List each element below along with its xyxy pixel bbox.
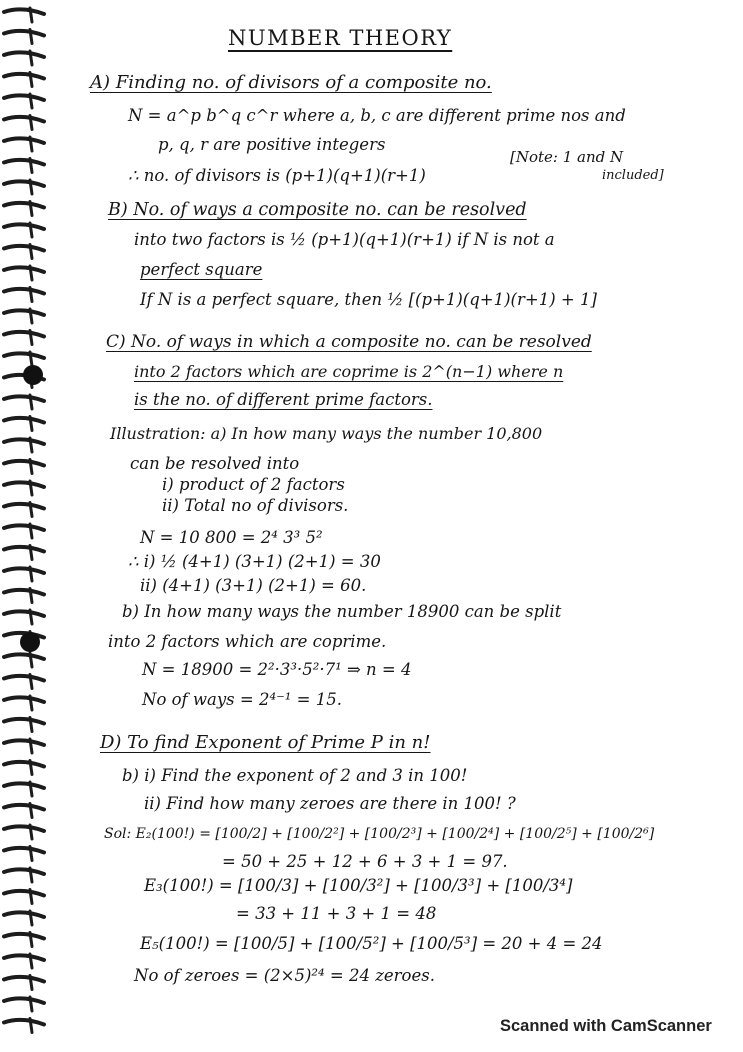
spiral-coil-tick [30, 546, 32, 560]
spiral-coil [4, 396, 44, 401]
note-line: ii) Total no of divisors. [162, 496, 349, 515]
solution-line: Sol: E₂(100!) = [100/2] + [100/2²] + [100/2³] + [100/2⁴] + [100/2⁵] + [100/2⁶] [104, 826, 655, 842]
spiral-coil-tick [30, 116, 32, 130]
spiral-coil-tick [30, 890, 32, 904]
spiral-coil-tick [30, 653, 32, 667]
note-line: i) product of 2 factors [162, 475, 345, 494]
spiral-coil-tick [30, 847, 32, 861]
note-line: is the no. of different prime factors. [134, 390, 433, 409]
spiral-coil-tick [30, 911, 32, 925]
spiral-coil [4, 891, 44, 896]
spiral-coil [4, 289, 44, 294]
spiral-coil-tick [30, 503, 32, 517]
spiral-coil [4, 568, 44, 573]
solution-line: = 50 + 25 + 12 + 6 + 3 + 1 = 97. [222, 852, 508, 871]
spiral-coil [4, 439, 44, 444]
section-c-heading: C) No. of ways in which a composite no. can be resolved [106, 332, 592, 352]
spiral-coil [4, 267, 44, 272]
spiral-coil-tick [30, 1019, 32, 1033]
spiral-coil [4, 160, 44, 165]
spiral-coil [4, 332, 44, 337]
spiral-coil [4, 848, 44, 853]
spiral-coil [4, 955, 44, 960]
page-title: NUMBER THEORY [228, 26, 453, 50]
binder-hole [20, 632, 40, 652]
spiral-coil-tick [30, 589, 32, 603]
spiral-coil [4, 461, 44, 466]
spiral-coil-tick [30, 395, 32, 409]
spiral-coil-tick [30, 180, 32, 194]
spiral-coil [4, 590, 44, 595]
solution-line: No of zeroes = (2×5)²⁴ = 24 zeroes. [134, 966, 435, 985]
spiral-coil-tick [30, 761, 32, 775]
illustration-heading: Illustration: a) In how many ways the number 10,800 [110, 424, 543, 443]
spiral-coil [4, 74, 44, 79]
spiral-coil-tick [30, 309, 32, 323]
spiral-coil-tick [30, 266, 32, 280]
spiral-coil-tick [30, 460, 32, 474]
note-line: ∴ no. of divisors is (p+1)(q+1)(r+1) [128, 166, 426, 185]
spiral-coil [4, 31, 44, 36]
spiral-coil [4, 138, 44, 143]
spiral-coil [4, 697, 44, 702]
spiral-coil-tick [30, 223, 32, 237]
note-line: can be resolved into [130, 454, 300, 473]
section-d-heading: D) To find Exponent of Prime P in n! [100, 732, 431, 753]
note-line: ii) Find how many zeroes are there in 100! ? [144, 794, 516, 813]
note-line: p, q, r are positive integers [158, 135, 386, 154]
spiral-coil-tick [30, 675, 32, 689]
spiral-coil-tick [30, 159, 32, 173]
note-line: b) i) Find the exponent of 2 and 3 in 100! [122, 766, 468, 785]
spiral-coil [4, 52, 44, 57]
spiral-coil [4, 224, 44, 229]
spiral-coil [4, 1020, 44, 1025]
spiral-coil [4, 310, 44, 315]
spiral-coil [4, 9, 44, 14]
spiral-coil [4, 719, 44, 724]
spiral-coil-tick [30, 438, 32, 452]
spiral-coil-tick [30, 567, 32, 581]
spiral-coil-tick [30, 696, 32, 710]
spiral-coil [4, 869, 44, 874]
spiral-coil-tick [30, 417, 32, 431]
spiral-coil-tick [30, 51, 32, 65]
spiral-coil-tick [30, 825, 32, 839]
spiral-coil [4, 762, 44, 767]
spiral-coil-tick [30, 782, 32, 796]
spiral-coil-tick [30, 30, 32, 44]
spiral-coil [4, 654, 44, 659]
spiral-coil-tick [30, 954, 32, 968]
note-line: into 2 factors which are coprime is 2^(n−1) where n [134, 362, 564, 381]
spiral-coil [4, 805, 44, 810]
spiral-coil-tick [30, 245, 32, 259]
spiral-coil [4, 934, 44, 939]
spiral-coil-tick [30, 8, 32, 22]
spiral-coil [4, 783, 44, 788]
note-bracket: included] [602, 168, 664, 183]
spiral-coil-tick [30, 331, 32, 345]
spiral-coil [4, 353, 44, 358]
spiral-binding [0, 0, 60, 1052]
spiral-coil [4, 181, 44, 186]
solution-line: E₅(100!) = [100/5] + [100/5²] + [100/5³] = 20 + 4 = 24 [140, 934, 603, 953]
solution-line: = 33 + 11 + 3 + 1 = 48 [236, 904, 437, 923]
spiral-coil-tick [30, 868, 32, 882]
spiral-coil-tick [30, 933, 32, 947]
spiral-coil-tick [30, 137, 32, 151]
note-line: into 2 factors which are coprime. [108, 632, 387, 651]
note-line: perfect square [140, 260, 263, 279]
note-line: b) In how many ways the number 18900 can be split [122, 602, 562, 621]
section-a-heading: A) Finding no. of divisors of a composite no. [90, 72, 492, 93]
spiral-coil-tick [30, 481, 32, 495]
spiral-coil [4, 611, 44, 616]
spiral-coil-tick [30, 718, 32, 732]
spiral-coil [4, 977, 44, 982]
spiral-coil-tick [30, 352, 32, 366]
spiral-coil-tick [30, 94, 32, 108]
note-line: No of ways = 2⁴⁻¹ = 15. [142, 690, 342, 709]
spiral-coil [4, 95, 44, 100]
note-bracket: [Note: 1 and N [510, 148, 624, 166]
scanner-watermark: Scanned with CamScanner [500, 1017, 712, 1035]
spiral-coil [4, 203, 44, 208]
section-b-heading: B) No. of ways a composite no. can be resolved [108, 200, 527, 220]
note-line: into two factors is ½ (p+1)(q+1)(r+1) if N is not a [134, 230, 555, 249]
spiral-coil-tick [30, 997, 32, 1011]
spiral-coil-tick [30, 804, 32, 818]
spiral-coil [4, 117, 44, 122]
spiral-coil-tick [30, 288, 32, 302]
note-line: If N is a perfect square, then ½ [(p+1)(q+1)(r+1) + 1] [140, 290, 597, 309]
spiral-coil [4, 482, 44, 487]
note-line: N = 10 800 = 2⁴ 3³ 5² [140, 528, 323, 547]
spiral-coil-tick [30, 610, 32, 624]
spiral-coil [4, 547, 44, 552]
spiral-coil [4, 740, 44, 745]
spiral-coil-tick [30, 202, 32, 216]
spiral-coil [4, 998, 44, 1003]
spiral-coil [4, 504, 44, 509]
solution-line: E₃(100!) = [100/3] + [100/3²] + [100/3³] + [100/3⁴] [144, 876, 573, 895]
spiral-coil-tick [30, 73, 32, 87]
spiral-coil-tick [30, 524, 32, 538]
spiral-coil [4, 912, 44, 917]
note-line: ∴ i) ½ (4+1) (3+1) (2+1) = 30 [128, 552, 381, 571]
spiral-coil [4, 676, 44, 681]
spiral-coil [4, 418, 44, 423]
spiral-coil-tick [30, 739, 32, 753]
spiral-coil [4, 246, 44, 251]
note-line: N = a^p b^q c^r where a, b, c are different prime nos and [128, 106, 626, 125]
binder-hole [23, 365, 43, 385]
note-line: N = 18900 = 2²·3³·5²·7¹ ⇒ n = 4 [142, 660, 412, 679]
note-line: ii) (4+1) (3+1) (2+1) = 60. [140, 576, 367, 595]
spiral-coil [4, 826, 44, 831]
spiral-coil [4, 525, 44, 530]
spiral-coil-tick [30, 976, 32, 990]
